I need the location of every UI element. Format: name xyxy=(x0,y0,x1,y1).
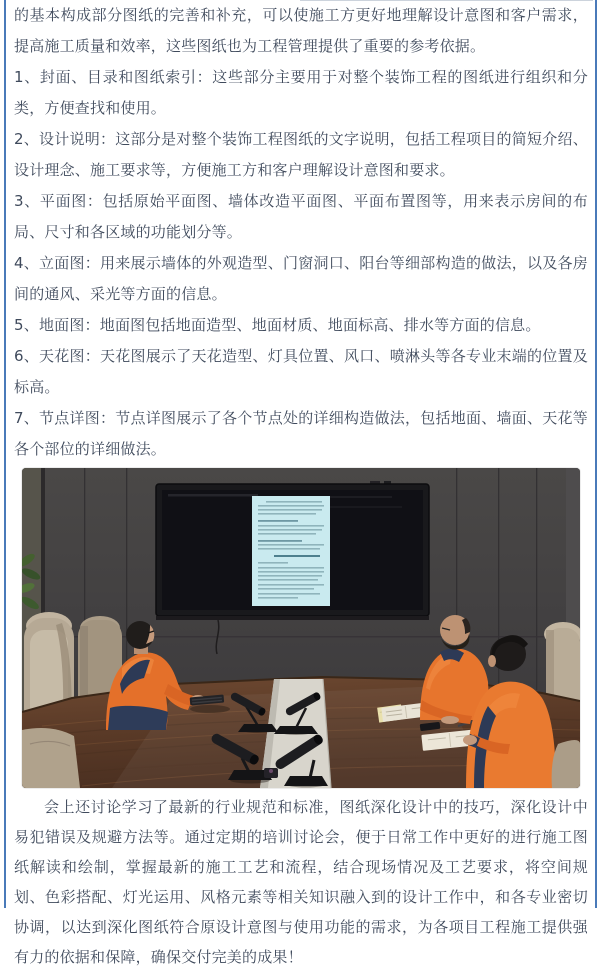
list-item-elevation: 4、立面图：用来展示墙体的外观造型、门窗洞口、阳台等细部构造的做法，以及各房间的通风、采光等方面的信息。 xyxy=(14,254,588,303)
article-body xyxy=(14,0,588,972)
list-item-node-detail: 7、节点详图：节点详图展示了各个节点处的详细构造做法，包括地面、墙面、天花等各个部位的详细做法。 xyxy=(14,409,588,458)
intro-paragraph: 的基本构成部分图纸的完善和补充，可以使施工方更好地理解设计意图和客户需求，提高施工质量和效率，这些图纸也为工程管理提供了重要的参考依据。 xyxy=(14,6,588,55)
meeting-room-illustration xyxy=(22,468,580,788)
meeting-room-photo xyxy=(22,468,580,788)
projected-document xyxy=(252,496,330,606)
page-left-accent-border xyxy=(4,0,6,908)
list-item-ceiling-plan: 6、天花图：天花图展示了天花造型、灯具位置、风口、喷淋头等各专业末端的位置及标高。 xyxy=(14,347,588,396)
list-item-ground-plan: 5、地面图：地面图包括地面造型、地面材质、地面标高、排水等方面的信息。 xyxy=(14,316,541,334)
chair-seat-foreground xyxy=(22,728,80,788)
closing-paragraph: 会上还讨论学习了最新的行业规范和标准，图纸深化设计中的技巧，深化设计中易犯错误及规避方法等。通过定期的培训讨论会，便于日常工作中更好的进行施工图纸解读和绘制，掌握最新的施工工艺和流程，结合现场情况及工艺要求，将空间规划、色彩搭配、灯光运用、风格元素等相关知识融入到的设计工作中，和各专业密切协调，以达到深化图纸符合原设计意图与使用功能的需求，为各项目工程施工提供强有力的依据和保障，确保交付完美的成果！ xyxy=(14,798,588,966)
list-item-design-notes: 2、设计说明：这部分是对整个装饰工程图纸的文字说明，包括工程项目的简短介绍、设计理念、施工要求等，方便施工方和客户理解设计意图和要求。 xyxy=(14,130,588,179)
page-right-accent-border xyxy=(595,0,597,908)
list-item-cover-index: 1、封面、目录和图纸索引：这些部分主要用于对整个装饰工程的图纸进行组织和分类，方便查找和使用。 xyxy=(14,68,588,117)
list-item-floor-plan: 3、平面图：包括原始平面图、墙体改造平面图、平面布置图等，用来表示房间的布局、尺寸和各区域的功能划分等。 xyxy=(14,192,588,241)
